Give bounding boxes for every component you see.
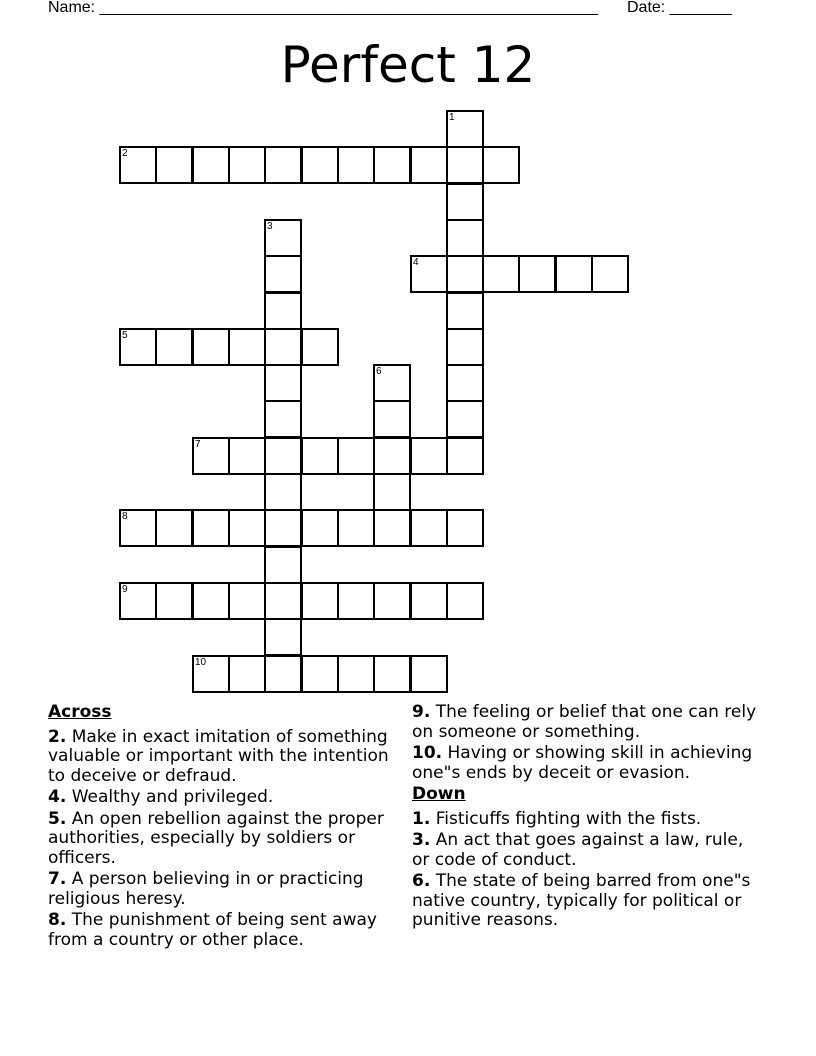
- name-field: Name: ________________________________________________________: [48, 0, 598, 16]
- grid-cell[interactable]: [410, 655, 448, 693]
- grid-cell[interactable]: [192, 328, 230, 366]
- clue-text: An act that goes against a law, rule, or code of conduct.: [412, 830, 744, 870]
- grid-cell[interactable]: [264, 400, 302, 438]
- grid-cell[interactable]: [301, 509, 339, 547]
- across-clue: [48, 911, 393, 950]
- grid-cell[interactable]: [410, 146, 448, 184]
- grid-cell[interactable]: [192, 437, 230, 475]
- grid-cell[interactable]: [410, 509, 448, 547]
- grid-cell[interactable]: [337, 582, 375, 620]
- clue-number-label: 10.: [412, 743, 443, 763]
- clue-number-label: 5.: [48, 808, 67, 829]
- grid-cell[interactable]: [228, 146, 266, 184]
- grid-cell[interactable]: [264, 437, 302, 475]
- grid-cell[interactable]: [155, 509, 193, 547]
- clue-number: 3: [267, 221, 273, 232]
- grid-cell[interactable]: [264, 255, 302, 293]
- grid-cell[interactable]: [264, 618, 302, 656]
- grid-cell[interactable]: [228, 509, 266, 547]
- grid-cell[interactable]: [155, 582, 193, 620]
- grid-cell[interactable]: [446, 292, 484, 330]
- across-clue: [48, 788, 393, 808]
- grid-cell[interactable]: [301, 437, 339, 475]
- grid-cell[interactable]: [192, 582, 230, 620]
- clue-text: The state of being barred from one"s native country, typically for political or punitive reasons.: [412, 871, 751, 930]
- date-field: Date: _______: [627, 0, 732, 16]
- grid-cell[interactable]: [591, 255, 629, 293]
- grid-cell[interactable]: [410, 582, 448, 620]
- grid-cell[interactable]: [446, 509, 484, 547]
- grid-cell[interactable]: [373, 473, 411, 511]
- down-clue: [412, 872, 757, 931]
- puzzle-title: Perfect 12: [280, 36, 536, 94]
- grid-cell[interactable]: [446, 364, 484, 402]
- grid-cell[interactable]: [155, 146, 193, 184]
- down-clue: [412, 810, 757, 830]
- grid-cell[interactable]: [264, 473, 302, 511]
- grid-cell[interactable]: [337, 655, 375, 693]
- grid-cell[interactable]: [446, 110, 484, 148]
- grid-cell[interactable]: [410, 255, 448, 293]
- grid-cell[interactable]: [373, 400, 411, 438]
- grid-cell[interactable]: [373, 509, 411, 547]
- grid-cell[interactable]: [228, 655, 266, 693]
- clue-number-label: 1.: [412, 808, 431, 829]
- grid-cell[interactable]: [264, 509, 302, 547]
- grid-cell[interactable]: [301, 328, 339, 366]
- grid-cell[interactable]: [446, 183, 484, 221]
- grid-cell[interactable]: [373, 655, 411, 693]
- grid-cell[interactable]: [373, 437, 411, 475]
- clue-number-label: 9.: [412, 702, 431, 722]
- grid-cell[interactable]: [482, 255, 520, 293]
- grid-cell[interactable]: [518, 255, 556, 293]
- across-clue: [48, 728, 393, 787]
- grid-cell[interactable]: [264, 328, 302, 366]
- grid-cell[interactable]: [446, 255, 484, 293]
- grid-cell[interactable]: [373, 146, 411, 184]
- clue-number-label: 3.: [412, 830, 431, 850]
- grid-cell[interactable]: [119, 509, 157, 547]
- grid-cell[interactable]: [155, 328, 193, 366]
- across-heading: Across: [48, 702, 112, 722]
- grid-cell[interactable]: [264, 655, 302, 693]
- grid-cell[interactable]: [264, 582, 302, 620]
- grid-cell[interactable]: [446, 219, 484, 257]
- across-clue-list: [48, 728, 393, 951]
- across-clue-list-continued: [412, 703, 757, 783]
- clue-number-label: 8.: [48, 910, 67, 930]
- grid-cell[interactable]: [119, 582, 157, 620]
- grid-cell[interactable]: [228, 328, 266, 366]
- clue-text: An open rebellion against the proper authorities, especially by soldiers or officers.: [48, 808, 384, 868]
- grid-cell[interactable]: [446, 328, 484, 366]
- clue-text: The punishment of being sent away from a country or other place.: [48, 910, 377, 950]
- clue-number: 9: [122, 584, 128, 595]
- grid-cell[interactable]: [119, 328, 157, 366]
- grid-cell[interactable]: [446, 400, 484, 438]
- clue-number: 1: [449, 112, 455, 123]
- down-clue: [412, 831, 757, 870]
- grid-cell[interactable]: [192, 146, 230, 184]
- grid-cell[interactable]: [337, 146, 375, 184]
- grid-cell[interactable]: [482, 146, 520, 184]
- grid-cell[interactable]: [555, 255, 593, 293]
- grid-cell[interactable]: [264, 364, 302, 402]
- grid-cell[interactable]: [264, 146, 302, 184]
- clue-text: Fisticuffs fighting with the fists.: [430, 808, 702, 829]
- grid-cell[interactable]: [264, 219, 302, 257]
- clue-number-label: 7.: [48, 869, 67, 889]
- grid-cell[interactable]: [228, 582, 266, 620]
- grid-cell[interactable]: [446, 437, 484, 475]
- grid-cell[interactable]: [301, 582, 339, 620]
- clues-left-column: [48, 703, 393, 952]
- clue-number: 6: [376, 366, 382, 377]
- grid-cell[interactable]: [337, 437, 375, 475]
- clue-text: A person believing in or practicing religious heresy.: [48, 869, 364, 909]
- clue-number-label: 4.: [48, 787, 67, 807]
- down-heading: Down: [412, 784, 466, 804]
- down-clue-list: [412, 810, 757, 931]
- clue-number: 7: [195, 439, 201, 450]
- grid-cell[interactable]: [446, 582, 484, 620]
- across-clue: [48, 870, 393, 909]
- across-clue: [412, 744, 757, 783]
- grid-cell[interactable]: [373, 582, 411, 620]
- grid-cell[interactable]: [192, 509, 230, 547]
- grid-cell[interactable]: [119, 146, 157, 184]
- clue-text: Wealthy and privileged.: [66, 787, 274, 807]
- grid-cell[interactable]: [192, 655, 230, 693]
- clue-text: Make in exact imitation of something valuable or important with the intention to deceive or defraud.: [48, 726, 389, 786]
- clue-number: 5: [122, 330, 128, 341]
- clue-number: 4: [413, 257, 419, 268]
- clues-right-column: [412, 703, 757, 933]
- grid-cell[interactable]: [446, 146, 484, 184]
- across-clue: [48, 810, 393, 869]
- clue-number: 8: [122, 511, 128, 522]
- clue-text: Having or showing skill in achieving one"s ends by deceit or evasion.: [412, 743, 753, 783]
- grid-cell[interactable]: [228, 437, 266, 475]
- grid-cell[interactable]: [301, 655, 339, 693]
- clue-number: 2: [122, 148, 128, 159]
- grid-cell[interactable]: [373, 364, 411, 402]
- clue-number-label: 2.: [48, 726, 67, 747]
- across-clue: [412, 703, 757, 742]
- grid-cell[interactable]: [410, 437, 448, 475]
- clue-text: The feeling or belief that one can rely on someone or something.: [412, 702, 757, 742]
- clue-number: 10: [195, 657, 207, 668]
- grid-cell[interactable]: [301, 146, 339, 184]
- clue-number-label: 6.: [412, 871, 431, 891]
- grid-cell[interactable]: [264, 292, 302, 330]
- grid-cell[interactable]: [337, 509, 375, 547]
- grid-cell[interactable]: [264, 546, 302, 584]
